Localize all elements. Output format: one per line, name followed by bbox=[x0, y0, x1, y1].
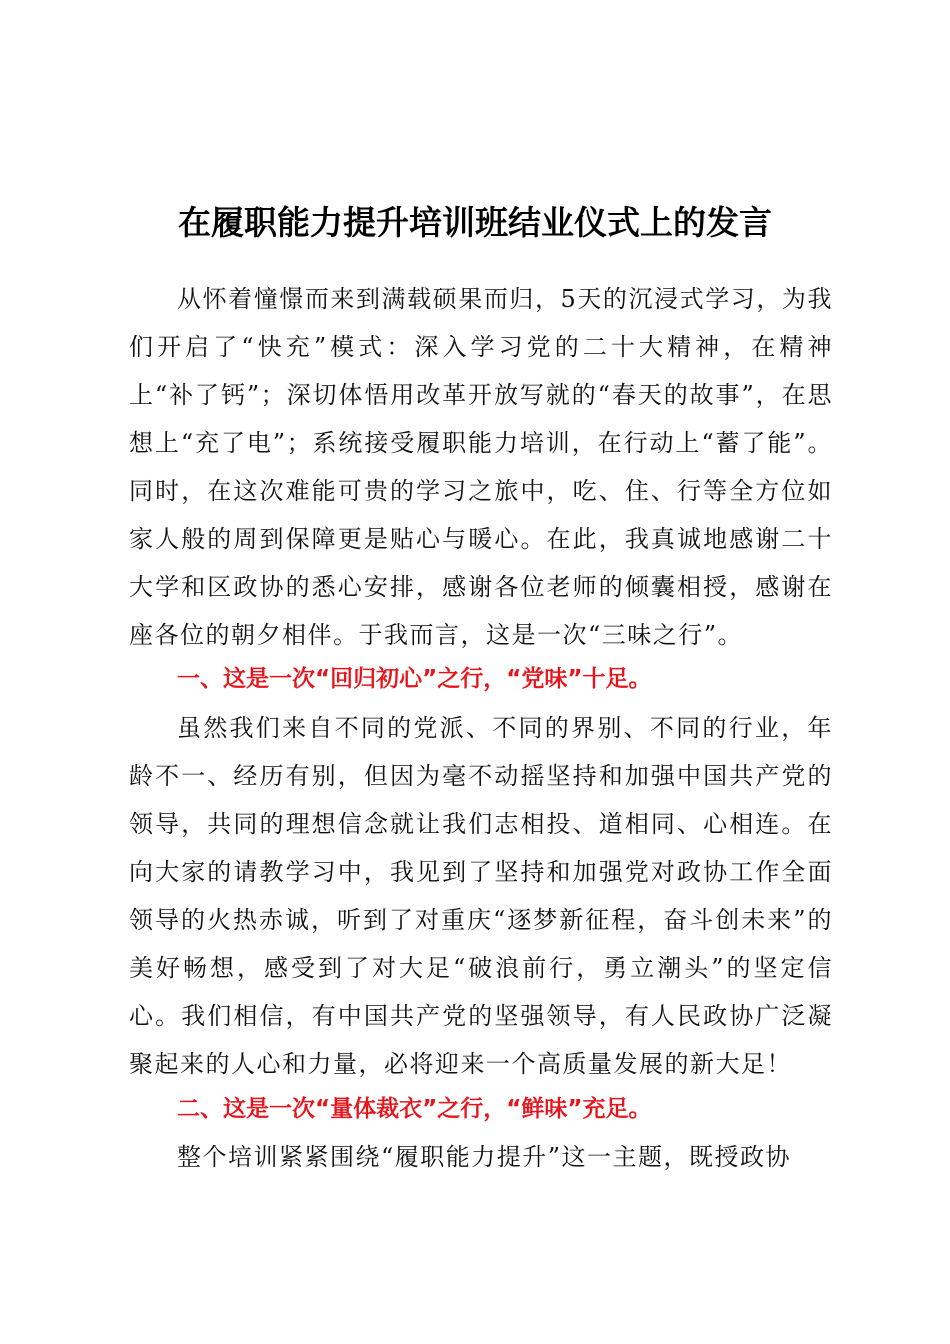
section-heading-2: 二、这是一次“量体裁衣”之行，“鲜味”充足。 bbox=[177, 1096, 652, 1122]
paragraph-section-2: 整个培训紧紧围绕“履职能力提升”这一主题，既授政协 bbox=[177, 1143, 792, 1171]
section-heading-1: 一、这是一次“回归初心”之行，“党味”十足。 bbox=[177, 666, 652, 692]
paragraph-intro: 从怀着憧憬而来到满载硕果而归，5天的沉浸式学习，为我们开启了“快充”模式：深入学习党的二十大精神，在精神上“补了钙”；深切体悟用改革开放写就的“春天的故事”，在思想上“充了电”；系统接受履职能力培训，在行动上“蓄了能”。同时，在这次难能可贵的学习之旅中，吃、住、行等全方位如家人般的周到保障更是贴心与暖心。在此，我真诚地感谢二十大学和区政协的悉心安排，感谢各位老师的倾囊相授，感谢在座各位的朝夕相伴。于我而言，这是一次“三味之行”。 bbox=[129, 285, 833, 649]
paragraph-section-1: 虽然我们来自不同的党派、不同的界别、不同的行业，年龄不一、经历有别，但因为毫不动摇坚持和加强中国共产党的领导，共同的理想信念就让我们志相投、道相同、心相连。在向大家的请教学习中，我见到了坚持和加强党对政协工作全面领导的火热赤诚，听到了对重庆“逐梦新征程，奋斗创未来”的美好畅想，感受到了对大足“破浪前行，勇立潮头”的坚定信心。我们相信，有中国共产党的坚强领导，有人民政协广泛凝聚起来的人心和力量，必将迎来一个高质量发展的新大足！ bbox=[129, 714, 833, 1078]
document-title: 在履职能力提升培训班结业仪式上的发言 bbox=[178, 203, 772, 242]
